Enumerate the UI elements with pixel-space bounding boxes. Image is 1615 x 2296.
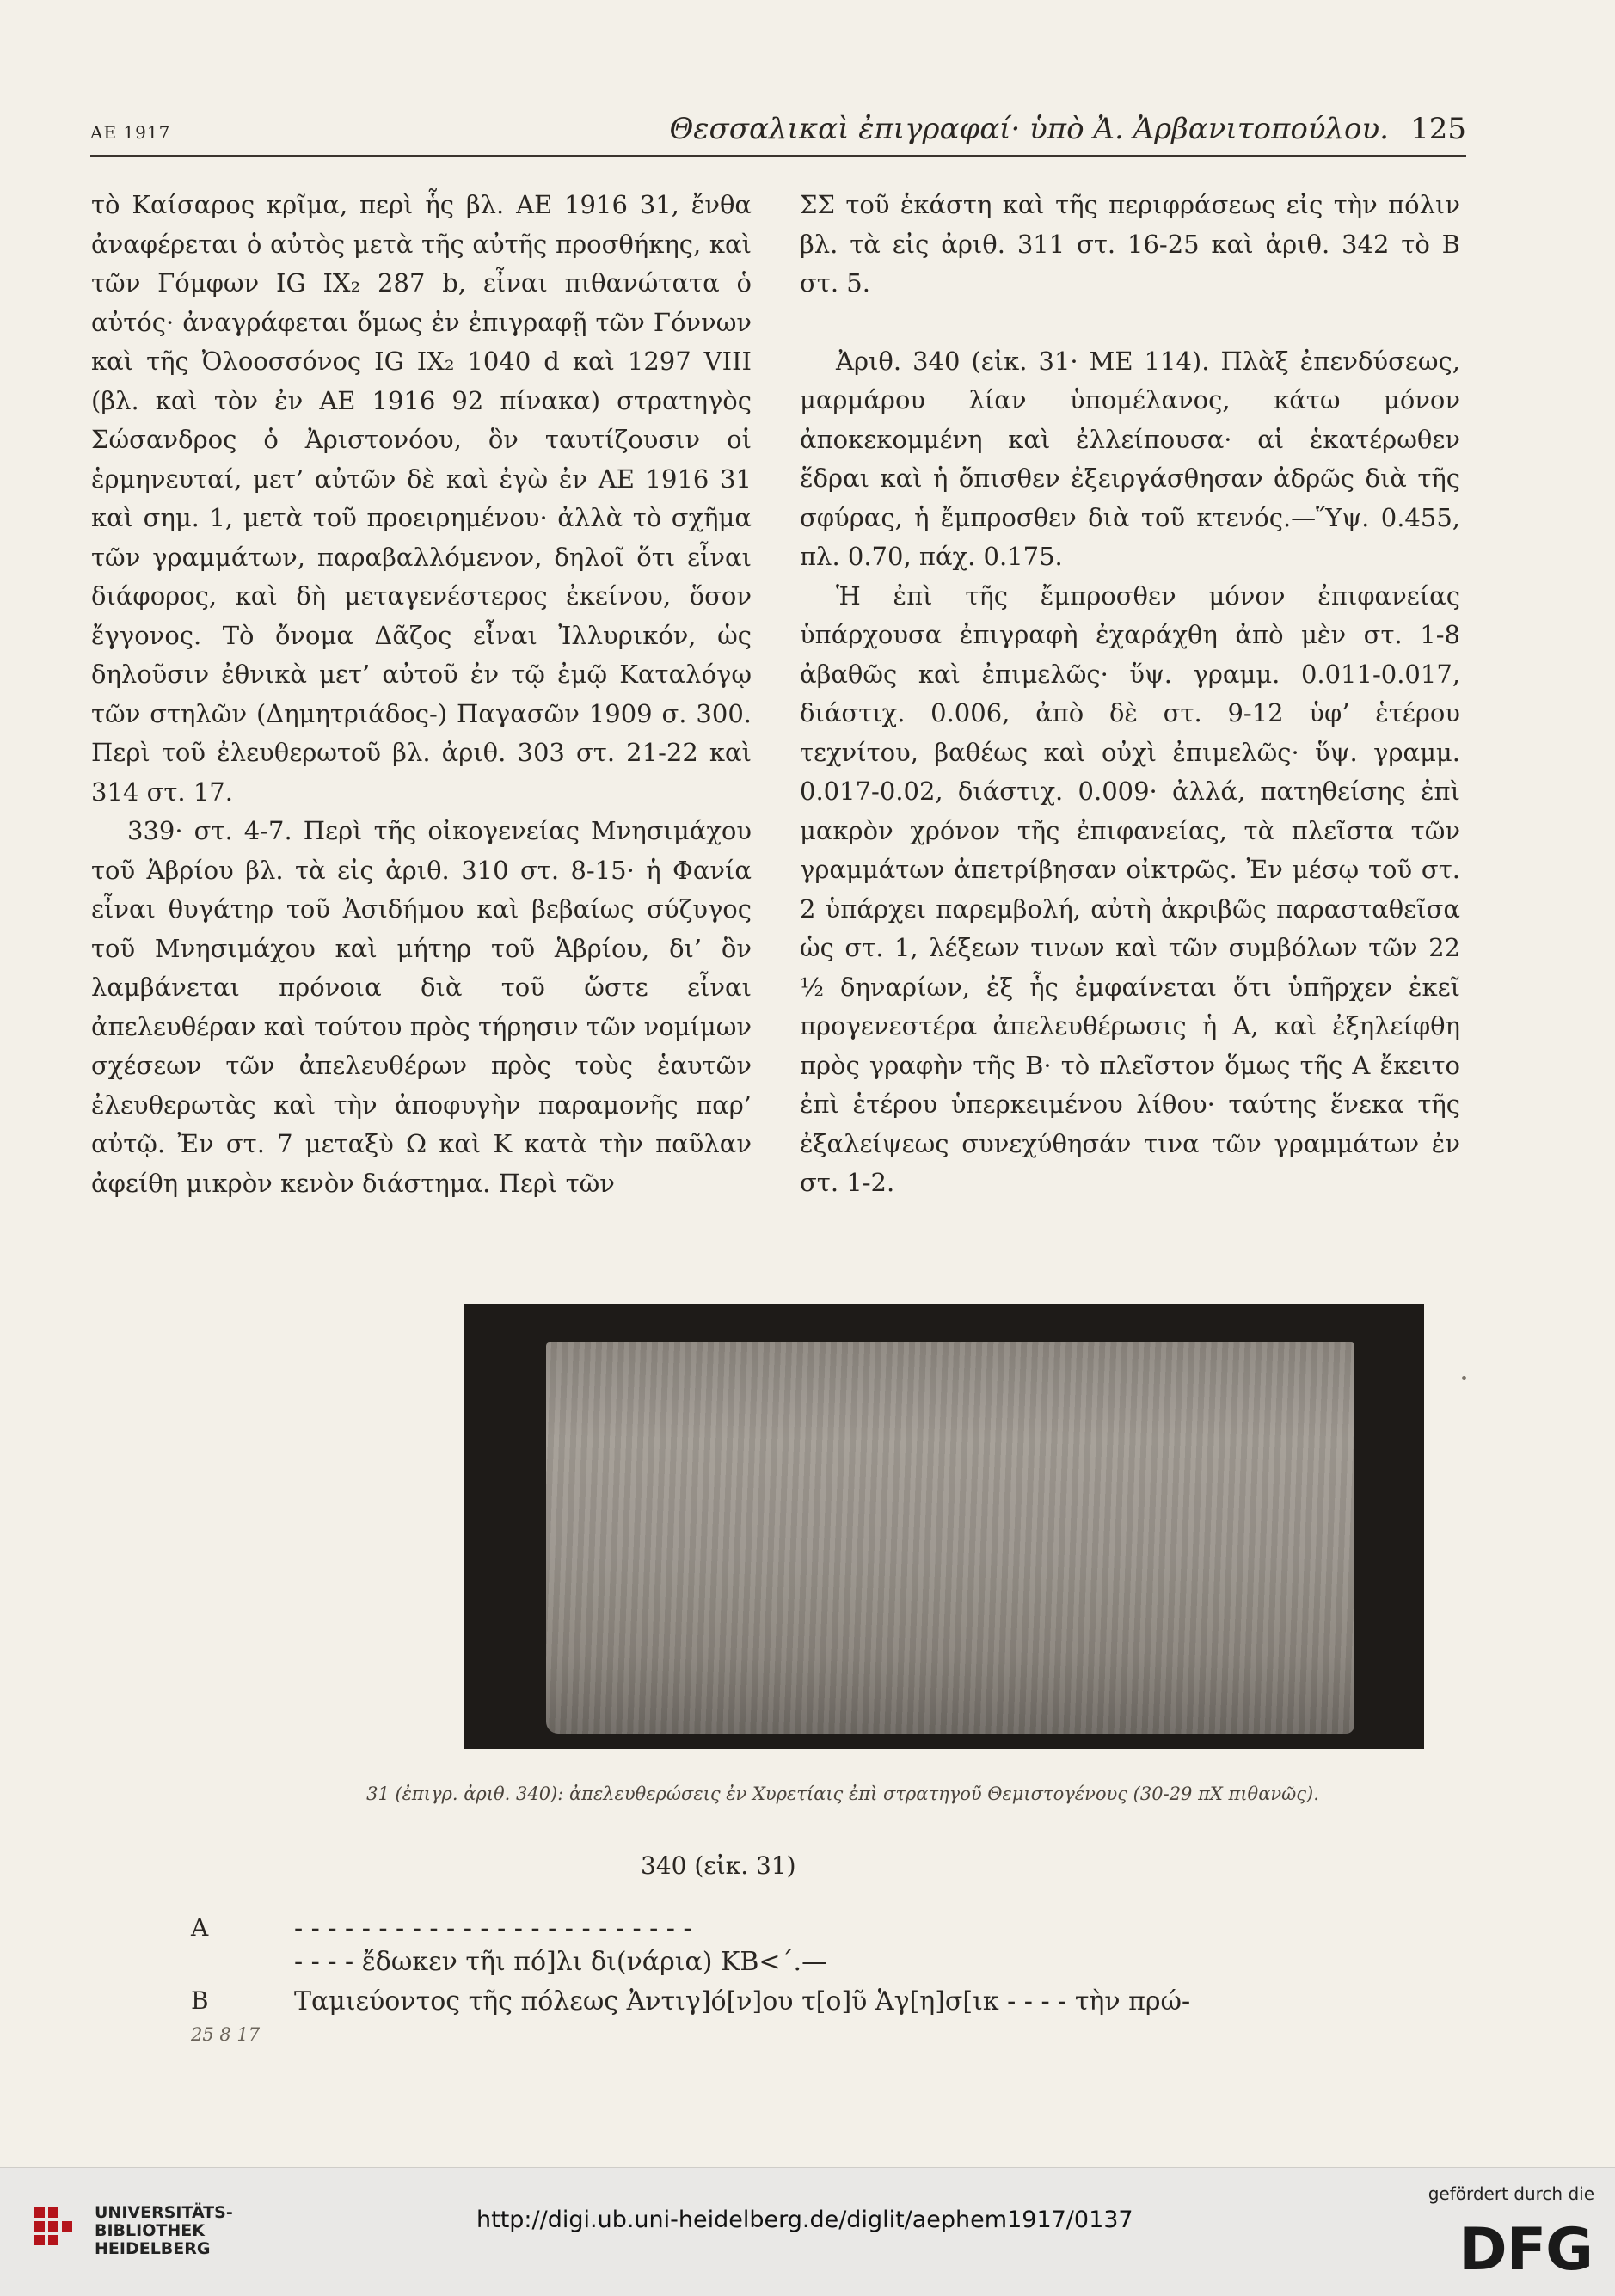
stone-texture (546, 1342, 1354, 1734)
left-column (91, 186, 752, 1203)
right-paragraph-2: Ἀριθ. 340 (εἰκ. 31· ΜΕ 114). Πλὰξ ἐπενδύσεως, μαρμάρου λίαν ὑπομέλανος, κάτω μόνον ἀποκεκομμένη καὶ ἐλλείπουσα· αἱ ἑκατέρωθεν ἕδραι καὶ ἡ ὄπισθεν ἐξειργάσθησαν ἀδρῶς διὰ τῆς σφύρας, ἡ ἔμπροσθεν διὰ τοῦ κτενός.—Ὕψ. 0.455, πλ. 0.70, πάχ. 0.175. (800, 346, 1460, 571)
page-header (90, 112, 1466, 163)
running-title: Θεσσαλικαὶ ἐπιγραφαί· ὑπὸ Ἀ. Ἀρβανιτοπούλου. (669, 112, 1389, 146)
right-paragraph-3: Ἡ ἐπὶ τῆς ἔμπροσθεν μόνον ἐπιφανείας ὑπάρχουσα ἐπιγραφὴ ἐχαράχθη ἀπὸ μὲν στ. 1-8 ἀβαθῶς καὶ ἐπιμελῶς· ὕψ. γραμμ. 0.011-0.017, διάστιχ. 0.006, ἀπὸ δὲ στ. 9-12 ὑφ’ ἑτέρου τεχνίτου, βαθέως καὶ οὐχὶ ἐπιμελῶς· ὕψ. γραμμ. 0.017-0.02, διάστιχ. 0.009· ἀλλά, πατηθείσης ἐπὶ μακρὸν χρόνον τῆς ἐπιφανείας, τὰ πλεῖστα τῶν γραμμάτων ἀπετρίβησαν οἰκτρῶς. Ἐν μέσῳ τοῦ στ. 2 ὑπάρχει παρεμβολή, αὐτὴ ἀκριβῶς παρασταθεῖσα ὡς στ. 1, λέξεων τινων καὶ τῶν συμβόλων τῶν 22 ½ δηναρίων, ἐξ ἧς ἐμφαίνεται ὅτι ὑπῆρχεν ἐκεῖ προγενεστέρα ἀπελευθέρωσις ἡ Α, καὶ ἐξηλείφθη πρὸς γραφὴν τῆς Β· τὸ πλεῖστον ὅμως τῆς Α ἔκειτο ἐπὶ ἑτέρου ὑπερκειμένου λίθου· ταύτης ἕνεκα τῆς ἐξαλείψεως συνεχύθησάν τινα τῶν γραμμάτων ἐν στ. 1-2. (800, 580, 1460, 1197)
margin-mark (1462, 1376, 1466, 1380)
inscription-line-a2: - - - - ἔδωκεν τῆι πό]λι δι(νάρια) ΚΒ<΄.— (294, 1947, 828, 1977)
permalink-url[interactable]: http://digi.ub.uni-heidelberg.de/diglit/aephem1917/0137 (476, 2207, 1133, 2233)
library-name-line-2: BIBLIOTHEK (95, 2221, 205, 2240)
inscription-label-a: Α (191, 1913, 209, 1942)
footer-bar (0, 2167, 1615, 2296)
sponsor-note: gefördert durch die (1428, 2183, 1594, 2204)
left-paragraph-2: 339· στ. 4-7. Περὶ τῆς οἰκογενείας Μνησιμάχου τοῦ Ἁβρίου βλ. τὰ εἰς ἀριθ. 310 στ. 8-15· ἡ Φανία εἶναι θυγάτηρ τοῦ Ἀσιδήμου καὶ βεβαίως σύζυγος τοῦ Μνησιμάχου καὶ μήτηρ τοῦ Ἁβρίου, δι’ ὃν λαμβάνεται πρόνοια διὰ τοῦ ὥστε εἶναι ἀπελευθέραν καὶ τούτου πρὸς τήρησιν τῶν νομίμων σχέσεων τῶν ἀπελευθέρων πρὸς τοὺς ἑαυτῶν ἐλευθερωτὰς καὶ τὴν ἀποφυγὴν παραμονῆς παρ’ αὐτῷ. Ἐν στ. 7 μεταξὺ Ω καὶ Κ κατὰ τὴν παῦλαν ἀφείθη μικρὸν κενὸν διάστημα. Περὶ τῶν (91, 816, 752, 1198)
inscription-line-b1: Ταμιεύοντος τῆς πόλεως Ἀντιγ]ό[ν]ου τ[ο]ῦ Ἁγ[η]σ[ικ - - - - τὴν πρώ- (294, 1986, 1191, 2017)
right-paragraph-1: ΣΣ τοῦ ἑκάστη καὶ τῆς περιφράσεως εἰς τὴν πόλιν βλ. τὰ εἰς ἀριθ. 311 στ. 16-25 καὶ ἀριθ. 342 τὸ Β στ. 5. (800, 190, 1460, 298)
university-library-logo-icon (29, 2202, 84, 2256)
left-paragraph-1: τὸ Καίσαρος κρῖμα, περὶ ἧς βλ. ΑΕ 1916 31, ἔνθα ἀναφέρεται ὁ αὐτὸς μετὰ τῆς αὐτῆς προσθήκης, καὶ τῶν Γόμφων IG IX₂ 287 b, εἶναι πιθανώτατα ὁ αὐτός· ἀναγράφεται ὅμως ἐν ἐπιγραφῇ τῶν Γόννων καὶ τῆς Ὀλοοσσόνος IG IX₂ 1040 d καὶ 1297 VIII (βλ. καὶ τὸν ἐν ΑΕ 1916 92 πίνακα) στρατηγὸς Σώσανδρος ὁ Ἀριστονόου, ὃν ταυτίζουσιν οἱ ἑρμηνευταί, μετ’ αὐτῶν δὲ καὶ ἐγὼ ἐν ΑΕ 1916 31 καὶ σημ. 1, μετὰ τοῦ προειρημένου· ἀλλὰ τὸ σχῆμα τῶν γραμμάτων, παραβαλλόμενον, δηλοῖ ὅτι εἶναι διάφορος, καὶ δὴ μεταγενέστερος ἐκείνου, ὅσον ἔγγονος. Τὸ ὄνομα Δᾶζος εἶναι Ἰλλυρικόν, ὡς δηλοῦσιν ἐθνικὰ μετ’ αὐτοῦ ἐν τῷ ἐμῷ Καταλόγῳ τῶν στηλῶν (Δημητριάδος-) Παγασῶν 1909 σ. 300. Περὶ τοῦ ἐλευθερωτοῦ βλ. ἀριθ. 303 στ. 21-22 καὶ 314 στ. 17. (91, 190, 752, 807)
library-name-line-1: UNIVERSITÄTS- (95, 2203, 233, 2222)
inscription-title: 340 (εἰκ. 31) (641, 1851, 796, 1880)
journal-label: ΑΕ 1917 (90, 122, 171, 143)
page-number: 125 (1410, 112, 1466, 146)
inscription-photo (464, 1304, 1424, 1749)
inscription-label-b: Β (191, 1986, 209, 2015)
stone-slab (546, 1342, 1354, 1734)
figure-caption: 31 (ἐπιγρ. ἀριθ. 340): ἀπελευθερώσεις ἐν Χυρετίαις ἐπὶ στρατηγοῦ Θεμιστογένους (30-29 πΧ πιθανῶς). (366, 1783, 1319, 1804)
dfg-logo: DFG (1458, 2216, 1593, 2284)
library-name (95, 2204, 233, 2258)
library-name-line-3: HEIDELBERG (95, 2239, 211, 2258)
pencil-date-note: 25 8 17 (191, 2024, 261, 2045)
right-column (800, 186, 1460, 1203)
inscription-line-a1: - - - - - - - - - - - - - - - - - - - - - - - - (294, 1913, 692, 1943)
header-rule (90, 155, 1466, 157)
